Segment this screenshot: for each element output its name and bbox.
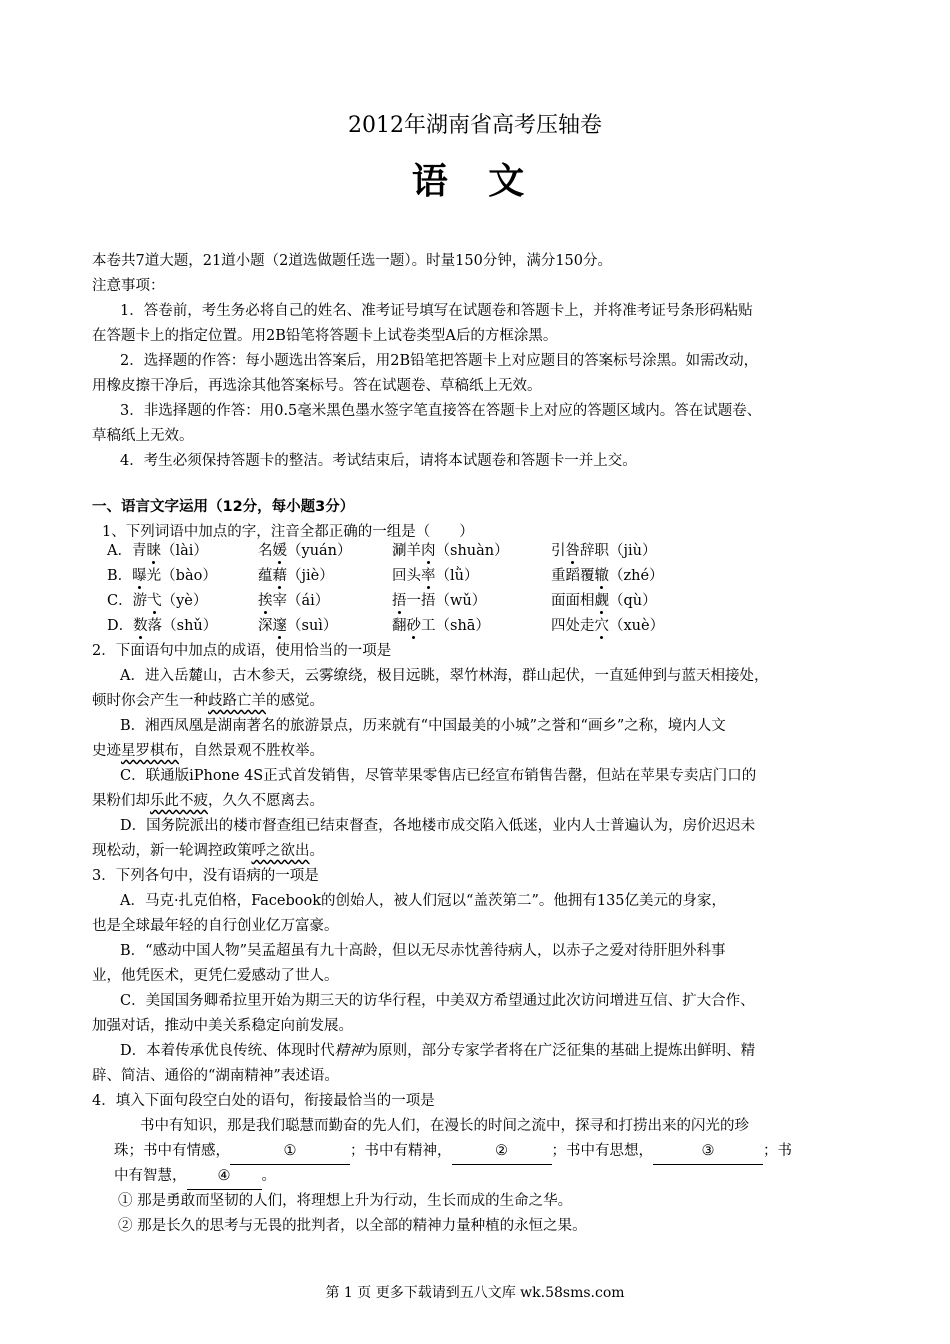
q1-option-a3: 涮羊肉（shuàn） <box>392 543 509 559</box>
subject-title: 语 文 <box>411 161 539 202</box>
q1-option-d4: 四处走穴（xuè） <box>551 618 665 634</box>
q3-option-b-line-1: B．“感动中国人物”吴孟超虽有九十高龄，但以无尽赤忱善待病人，以赤子之爱对待肝胆外科事 <box>120 943 726 959</box>
blank-4: ④ <box>187 1164 262 1190</box>
q1-stem: 1、下列词语中加点的字，注音全都正确的一组是（ ） <box>102 524 474 540</box>
q1-option-b4: 重蹈覆辙（zhé） <box>551 568 664 584</box>
question-3 <box>92 864 872 1089</box>
q2-option-c-line-2: 果粉们却乐此不疲，久久不愿离去。 <box>92 793 324 809</box>
q3-stem: 3．下列各句中，没有语病的一项是 <box>92 868 319 884</box>
note-3-line-2: 草稿纸上无效。 <box>92 428 194 444</box>
q3-option-a-line-1: A．马克·扎克伯格，Facebook的创始人，被人们冠以“盖茨第二”。他拥有135亿美元的身家， <box>120 893 727 909</box>
q3-option-d-line-1: D．本着传承优良传统、体现时代精神为原则，部分专家学者将在广泛征集的基础上提炼出鲜明、精 <box>120 1043 756 1059</box>
question-2 <box>92 639 872 864</box>
q4-stem: 4．填入下面句段空白处的语句，衔接最恰当的一项是 <box>92 1093 435 1109</box>
q3-option-d-line-2: 辟、简洁、通俗的“湖南精神”表述语。 <box>92 1068 339 1084</box>
q3-option-b-line-2: 业，他凭医术，更凭仁爱感动了世人。 <box>92 968 339 984</box>
q2-option-b-line-2: 史迹星罗棋布，自然景观不胜枚举。 <box>92 743 324 759</box>
blank-2: ② <box>452 1139 552 1165</box>
q3-option-a-line-2: 也是全球最年轻的自行创业亿万富豪。 <box>92 918 339 934</box>
q2-idiom-b: 星罗棋布 <box>121 743 179 759</box>
notice-label: 注意事项： <box>92 278 165 294</box>
q1-option-b1: B．曝光（bào） <box>107 568 217 584</box>
note-2-line-2: 用橡皮擦干净后，再选涂其他答案标号。答在试题卷、草稿纸上无效。 <box>92 378 542 394</box>
q4-choice-2: ② 那是长久的思考与无畏的批判者，以全部的精神力量种植的永恒之果。 <box>118 1218 587 1234</box>
q2-stem: 2．下面语句中加点的成语，使用恰当的一项是 <box>92 643 392 659</box>
exam-title: 2012年湖南省高考压轴卷 <box>348 113 602 138</box>
q2-option-b-line-1: B．湘西凤凰是湖南著名的旅游景点，历来就有“中国最美的小城”之誉和“画乡”之称，境内人文 <box>120 718 726 734</box>
q4-passage-line-2: 珠；书中有情感， ① ；书中有精神， ② ；书中有思想， ③ ；书 <box>92 1139 872 1164</box>
q3-emphasis: 精神 <box>334 1043 364 1059</box>
q2-option-c-line-1: C．联通版iPhone 4S正式首发销售，尽管苹果零售店已经宣布销售告罄，但站在苹果专卖店门口的 <box>120 768 757 784</box>
q2-idiom-a: 歧路亡羊 <box>208 693 266 709</box>
q2-option-d-line-2: 现松动，新一轮调控政策呼之欲出。 <box>92 843 324 859</box>
note-4: 4．考生必须保持答题卡的整洁。考试结束后，请将本试题卷和答题卡一并上交。 <box>120 453 637 469</box>
section-1-heading: 一、语言文字运用（12分，每小题3分） <box>92 499 355 515</box>
note-3-line-1: 3．非选择题的作答：用0.5毫米黑色墨水签字笔直接答在答题卡上对应的答题区域内。答在试题卷、 <box>120 403 762 419</box>
blank-1: ① <box>230 1139 350 1165</box>
q1-option-d1: D．数落（shǔ） <box>107 618 218 634</box>
q1-option-c3: 捂一捂（wǔ） <box>392 593 487 609</box>
note-1-line-1: 1．答卷前，考生务必将自己的姓名、准考证号填写在试题卷和答题卡上，并将准考证号条形码粘贴 <box>120 303 753 319</box>
q2-idiom-d: 呼之欲出 <box>251 843 310 859</box>
q3-option-c-line-2: 加强对话，推动中美关系稳定向前发展。 <box>92 1018 353 1034</box>
q4-passage-line-3: 中有智慧， ④ 。 <box>92 1164 872 1189</box>
q1-option-c1: C．游弋（yè） <box>107 593 208 609</box>
q2-option-a-line-2: 顿时你会产生一种歧路亡羊的感觉。 <box>92 693 324 709</box>
intro-text: 本卷共7道大题，21道小题（2道选做题任选一题）。时量150分钟，满分150分。 <box>92 253 613 269</box>
question-4 <box>92 1089 872 1239</box>
q1-option-d2: 深邃（suì） <box>258 618 338 634</box>
q1-option-b3: 回头率（lǜ） <box>392 568 479 584</box>
q4-passage-line-1: 书中有知识，那是我们聪慧而勤奋的先人们，在漫长的时间之流中，探寻和打捞出来的闪光的珍 <box>140 1118 749 1134</box>
page-footer: 第 1 页 更多下载请到五八文库 wk.58sms.com <box>325 1285 625 1301</box>
blank-3: ③ <box>653 1139 763 1165</box>
q1-option-b2: 蕴藉（jiè） <box>258 568 334 584</box>
note-1-line-2: 在答题卡上的指定位置。用2B铅笔将答题卡上试卷类型A后的方框涂黑。 <box>92 328 558 344</box>
section-1 <box>92 495 872 545</box>
q2-idiom-c: 乐此不疲 <box>150 793 208 809</box>
q1-option-a1: A．青睐（lài） <box>107 543 208 559</box>
q4-choice-1: ① 那是勇敢而坚韧的人们，将理想上升为行动，生长而成的生命之华。 <box>118 1193 573 1209</box>
q2-option-a-line-1: A．进入岳麓山，古木参天，云雾缭绕，极目远眺，翠竹林海，群山起伏，一直延伸到与蓝天相接处， <box>120 668 769 684</box>
q2-option-d-line-1: D．国务院派出的楼市督查组已结束督查，各地楼市成交陷入低迷，业内人士普遍认为，房价迟迟未 <box>120 818 756 834</box>
instructions <box>92 249 872 474</box>
q3-option-c-line-1: C．美国国务卿希拉里开始为期三天的访华行程，中美双方希望通过此次访问增进互信、扩大合作、 <box>120 993 755 1009</box>
q1-option-a4: 引咎辞职（jiù） <box>551 543 657 559</box>
q1-option-c4: 面面相觑（qù） <box>551 593 657 609</box>
q1-option-d3: 翻砂工（shā） <box>392 618 490 634</box>
q1-option-a2: 名媛（yuán） <box>258 543 352 559</box>
note-2-line-1: 2．选择题的作答：每小题选出答案后，用2B铅笔把答题卡上对应题目的答案标号涂黑。如需改动， <box>120 353 759 369</box>
q1-option-c2: 挨宰（ái） <box>258 593 330 609</box>
